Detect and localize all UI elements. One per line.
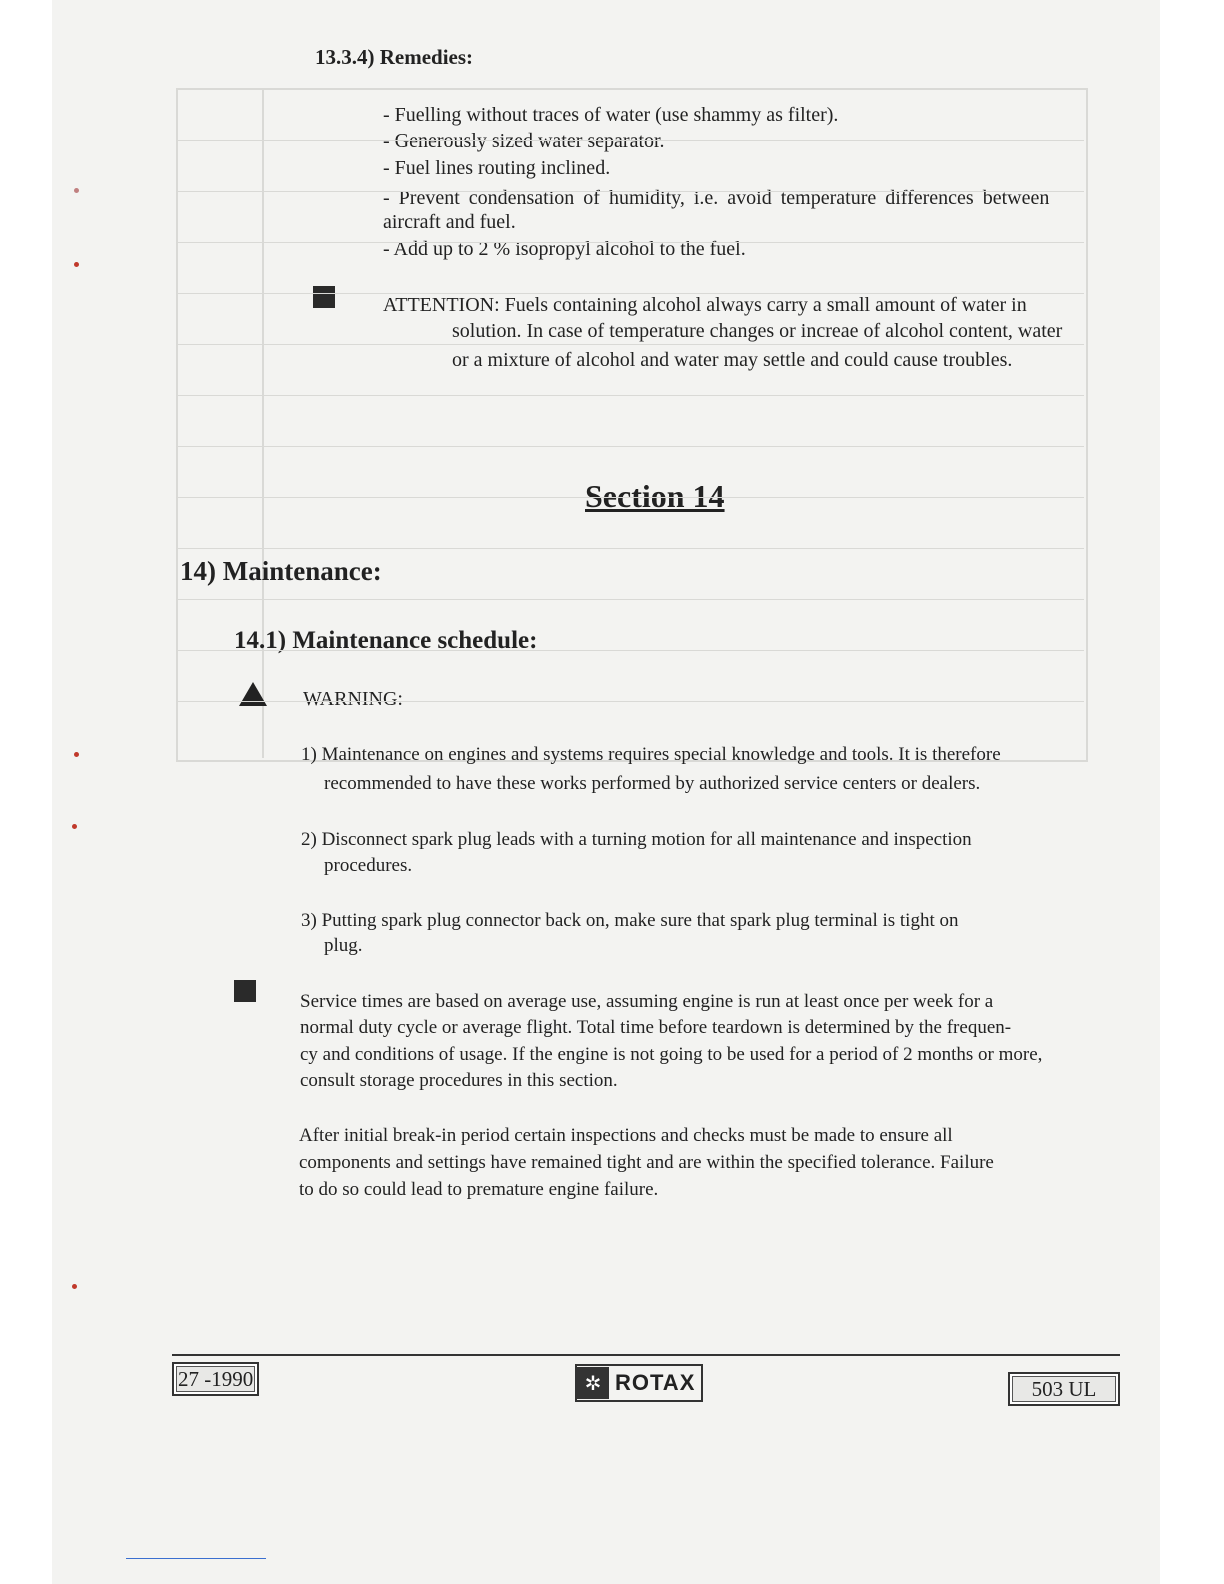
service-line: cy and conditions of usage. If the engine is not going to be used for a period of 2 months or more,: [300, 1044, 1043, 1065]
breakin-line: After initial break-in period certain inspections and checks must be made to ensure all: [299, 1125, 953, 1146]
brand-name: ROTAX: [615, 1370, 696, 1395]
remedies-heading: 13.3.4) Remedies:: [315, 45, 474, 69]
footer-rule: [172, 1354, 1120, 1356]
footer-model: 503 UL: [1008, 1372, 1120, 1406]
warning-item-3: 3) Putting spark plug connector back on, make sure that spark plug terminal is tight on: [301, 910, 959, 931]
note-square-icon: [313, 286, 335, 308]
scan-speck: [74, 188, 79, 193]
document-page: [52, 0, 1160, 1584]
attention-line: solution. In case of temperature changes or increae of alcohol content, water: [452, 320, 1063, 342]
scan-speck: [72, 1284, 77, 1289]
bleed-through-row: [176, 650, 1084, 651]
attention-line: or a mixture of alcohol and water may settle and could cause troubles.: [452, 349, 1013, 371]
service-line: normal duty cycle or average flight. Total time before teardown is determined by the frequen-: [300, 1017, 1012, 1038]
section-title: Section 14: [585, 478, 725, 514]
warning-label: WARNING:: [303, 688, 403, 710]
remedy-item: - Add up to 2 % isopropyl alcohol to the fuel.: [383, 238, 746, 260]
warning-item-2: 2) Disconnect spark plug leads with a turning motion for all maintenance and inspection: [301, 829, 972, 850]
bleed-through-row: [176, 446, 1084, 447]
footer-date: 27 -1990: [172, 1362, 259, 1396]
breakin-line: to do so could lead to premature engine failure.: [299, 1179, 659, 1200]
bleed-through-row: [176, 293, 1084, 294]
service-line: consult storage procedures in this section.: [300, 1070, 618, 1091]
warning-triangle-icon: [238, 681, 268, 707]
bleed-through-row: [176, 701, 1084, 702]
gear-icon: ✲: [577, 1367, 609, 1399]
remedy-item: - Fuel lines routing inclined.: [383, 157, 611, 179]
bleed-through-row: [176, 497, 1084, 498]
remedy-item: - Generously sized water separator.: [383, 130, 665, 152]
remedy-item: - Prevent condensation of humidity, i.e. avoid temperature differences between: [383, 187, 1050, 209]
breakin-line: components and settings have remained tight and are within the specified tolerance. Failure: [299, 1152, 994, 1173]
scan-speck: [74, 752, 79, 757]
service-line: Service times are based on average use, assuming engine is run at least once per week for a: [300, 991, 994, 1012]
bleed-through-row: [176, 191, 1084, 192]
scan-speck: [74, 262, 79, 267]
scan-speck: [72, 824, 77, 829]
remedy-item: - Fuelling without traces of water (use shammy as filter).: [383, 104, 839, 126]
remedy-item-continued: aircraft and fuel.: [383, 211, 516, 233]
bleed-through-row: [176, 140, 1084, 141]
bleed-through-column: [262, 88, 264, 758]
warning-item-2-continued: procedures.: [324, 855, 413, 876]
bleed-through-row: [176, 344, 1084, 345]
warning-item-1-continued: recommended to have these works performed by authorized service centers or dealers.: [324, 773, 981, 794]
note-square-icon: [234, 980, 256, 1002]
warning-item-3-continued: plug.: [324, 935, 363, 956]
bleed-through-row: [176, 599, 1084, 600]
maintenance-heading: 14) Maintenance:: [180, 556, 382, 586]
warning-item-1: 1) Maintenance on engines and systems requires special knowledge and tools. It is therefore: [301, 744, 1001, 765]
rotax-logo: [575, 1364, 703, 1402]
bleed-through-row: [176, 395, 1084, 396]
attention-line: ATTENTION: Fuels containing alcohol always carry a small amount of water in: [383, 294, 1027, 316]
schedule-heading: 14.1) Maintenance schedule:: [234, 627, 538, 654]
bleed-through-row: [176, 242, 1084, 243]
scan-blue-mark: [126, 1558, 266, 1559]
bleed-through-row: [176, 548, 1084, 549]
